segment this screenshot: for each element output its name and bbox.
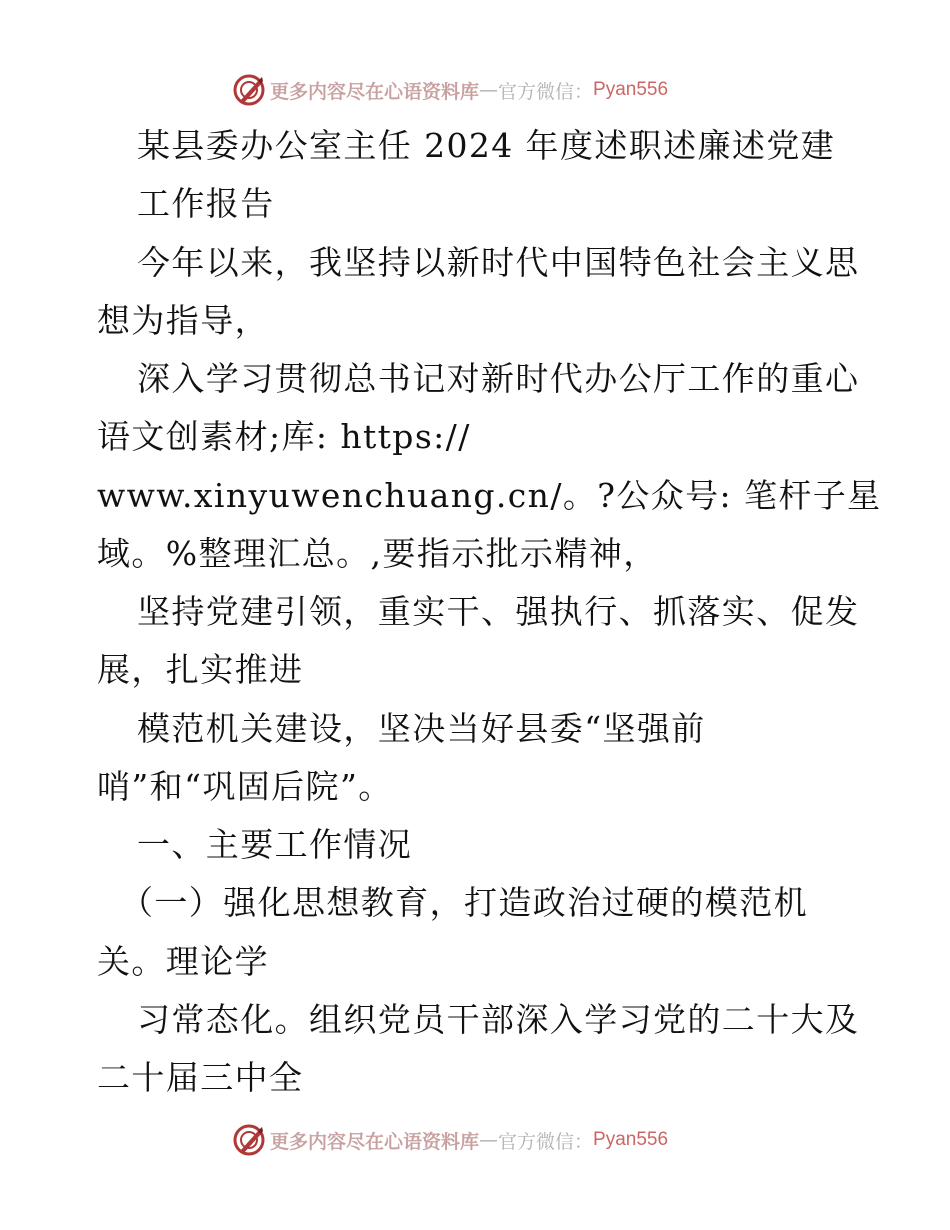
- doc-title-line-1: 某县委办公室主任 2024 年度述职述廉述党建: [137, 126, 836, 165]
- doc-line: 想为指导，: [97, 301, 269, 340]
- subsection-heading: （一）强化思想教育，打造政治过硬的模范机: [120, 883, 808, 922]
- watermark-main-text: 更多内容尽在心语资料库: [270, 80, 480, 103]
- watermark-dash: —: [479, 79, 499, 101]
- watermark-sub-text: 官方微信：: [498, 80, 594, 103]
- section-heading: 一、主要工作情况: [137, 825, 413, 864]
- doc-line: 坚持党建引领，重实干、强执行、抓落实、促发: [137, 592, 860, 631]
- doc-line: 哨”和“巩固后院”。: [97, 767, 393, 806]
- doc-line: 二十届三中全: [97, 1058, 304, 1097]
- pen-logo-icon: [232, 1123, 266, 1157]
- doc-line: 模范机关建设，坚决当好县委“坚强前: [137, 709, 706, 748]
- doc-line: 语文创素材;库: https://: [97, 417, 471, 456]
- header-watermark: [232, 72, 668, 108]
- doc-line: 关。理论学: [97, 942, 269, 981]
- footer-watermark: [232, 1122, 668, 1158]
- watermark-sub-text: 官方微信：: [498, 1130, 594, 1153]
- watermark-dash: —: [479, 1129, 499, 1151]
- doc-title-line-2: 工作报告: [137, 184, 275, 223]
- watermark-wechat-id: Pyan556: [593, 1129, 669, 1150]
- watermark-wechat-id: Pyan556: [593, 79, 669, 100]
- doc-line: www.xinyuwenchuang.cn/。?公众号: 笔杆子星: [97, 476, 882, 515]
- doc-line: 深入学习贯彻总书记对新时代办公厅工作的重心: [137, 359, 860, 398]
- doc-line: 展，扎实推进: [97, 650, 304, 689]
- doc-line: 域。%整理汇总。,要指示批示精神，: [97, 534, 658, 573]
- doc-line: 习常态化。组织党员干部深入学习党的二十大及: [137, 1000, 860, 1039]
- doc-line: 今年以来，我坚持以新时代中国特色社会主义思: [137, 243, 860, 282]
- pen-logo-icon: [232, 73, 266, 107]
- watermark-main-text: 更多内容尽在心语资料库: [270, 1130, 480, 1153]
